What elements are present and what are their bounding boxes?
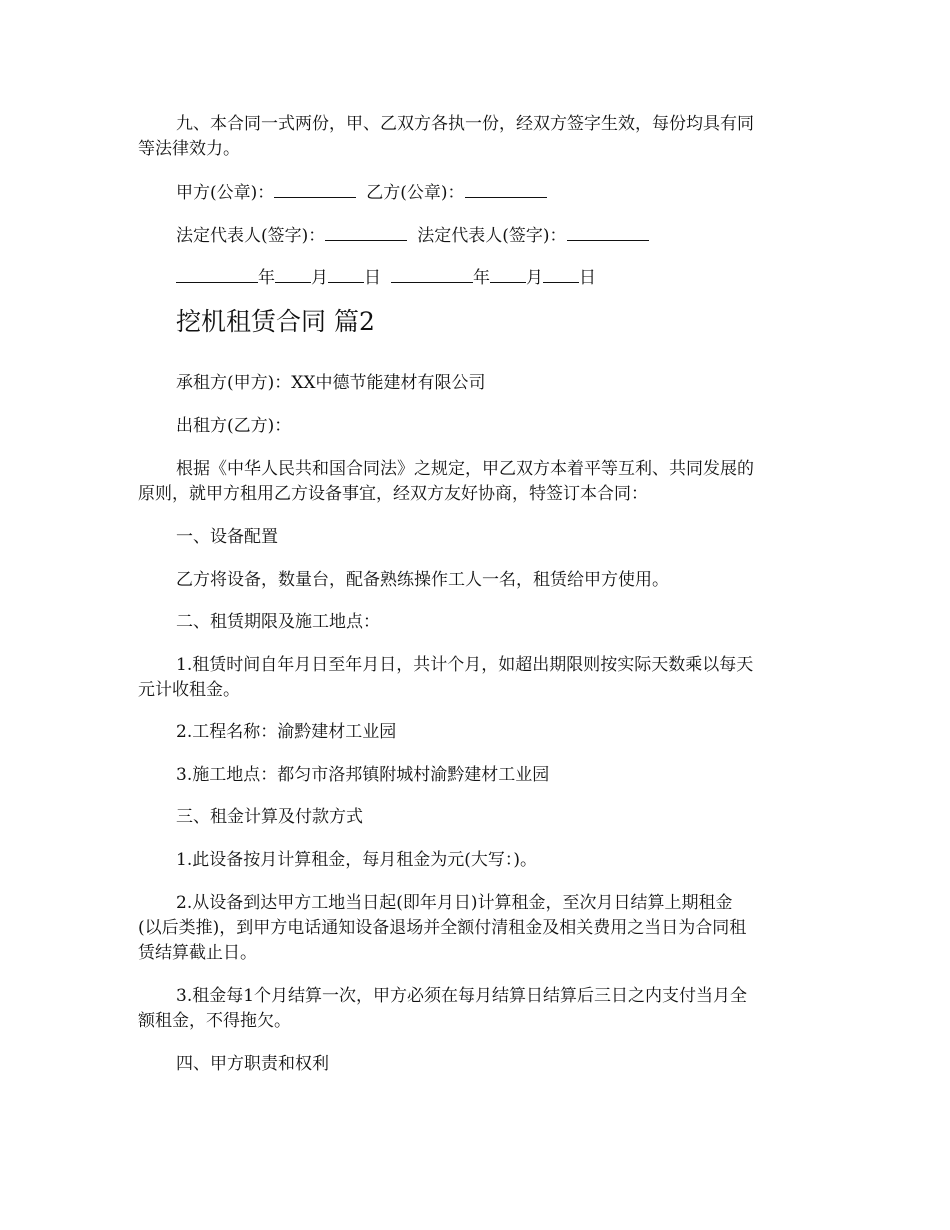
party-b-rep-blank [567, 224, 649, 241]
day-blank-a [328, 266, 364, 283]
month-blank-b [490, 266, 526, 283]
day-label-a: 日 [364, 268, 381, 288]
section-1-text: 乙方将设备，数量台，配备熟练操作工人一名，租赁给甲方使用。 [176, 570, 669, 590]
lessee-line: 承租方(甲方)：XX中德节能建材有限公司 [176, 373, 486, 393]
day-blank-b [543, 266, 579, 283]
signature-seal-line [0, 181, 950, 204]
signature-rep-line [0, 224, 950, 247]
clause-9-line-1: 九、本合同一式两份，甲、乙双方各执一份，经双方签字生效，每份均具有同 [176, 114, 754, 134]
section-3-item-1: 1.此设备按月计算租金，每月租金为元(大写：)。 [176, 850, 537, 870]
section-title: 挖机租赁合同 篇2 [176, 307, 375, 336]
intro-line-1: 根据《中华人民共和国合同法》之规定，甲乙双方本着平等互利、共同发展的 [176, 459, 754, 479]
party-b-rep-label: 法定代表人(签字)： [417, 226, 567, 246]
month-label-b: 月 [526, 268, 543, 288]
section-4-title: 四、甲方职责和权利 [176, 1054, 329, 1074]
month-blank-a [275, 266, 311, 283]
section-3-item-2-line-2: (以后类推)，到甲方电话通知设备退场并全额付清租金及相关费用之当日为合同租 [138, 918, 747, 938]
section-2-item-3: 3.施工地点：都匀市洛邦镇附城村渝黔建材工业园 [176, 765, 550, 785]
party-b-seal-label: 乙方(公章)： [366, 183, 465, 203]
year-blank-b [391, 266, 473, 283]
section-3-title: 三、租金计算及付款方式 [176, 807, 363, 827]
month-label-a: 月 [311, 268, 328, 288]
day-label-b: 日 [579, 268, 596, 288]
lessor-line: 出租方(乙方)： [176, 416, 292, 436]
section-3-item-2-line-1: 2.从设备到达甲方工地当日起(即年月日)计算租金，至次月日结算上期租金 [176, 893, 733, 913]
section-3-item-3-line-1: 3.租金每1个月结算一次，甲方必须在每月结算日结算后三日之内支付当月全 [176, 986, 748, 1006]
party-a-rep-blank [325, 224, 407, 241]
section-2-title: 二、租赁期限及施工地点： [176, 612, 380, 632]
section-2-item-1-line-1: 1.租赁时间自年月日至年月日，共计个月，如超出期限则按实际天数乘以每天 [176, 655, 754, 675]
clause-9-line-2: 等法律效力。 [138, 139, 240, 159]
intro-line-2: 原则，就甲方租用乙方设备事宜，经双方友好协商，特签订本合同： [138, 484, 648, 504]
party-b-seal-blank [465, 181, 547, 198]
year-label-b: 年 [473, 268, 490, 288]
section-1-title: 一、设备配置 [176, 527, 278, 547]
year-label-a: 年 [258, 268, 275, 288]
date-line [0, 266, 950, 289]
section-3-item-3-line-2: 额租金，不得拖欠。 [138, 1011, 291, 1031]
year-blank-a [176, 266, 258, 283]
section-2-item-1-line-2: 元计收租金。 [138, 680, 240, 700]
section-3-item-2-line-3: 赁结算截止日。 [138, 943, 257, 963]
party-a-rep-label: 法定代表人(签字)： [176, 226, 326, 246]
party-a-seal-label: 甲方(公章)： [176, 183, 275, 203]
party-a-seal-blank [274, 181, 356, 198]
section-2-item-2: 2.工程名称：渝黔建材工业园 [176, 722, 397, 742]
